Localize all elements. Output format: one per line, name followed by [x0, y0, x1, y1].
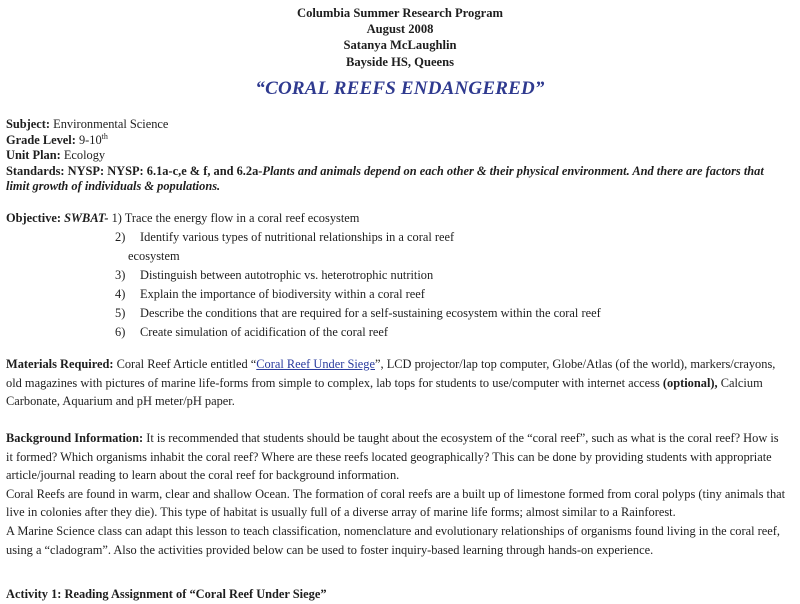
objective-section — [6, 209, 796, 342]
background-label: Background Information: — [6, 431, 144, 445]
coral-reef-article-link[interactable]: Coral Reef Under Siege — [256, 357, 375, 371]
materials-label: Materials Required: — [6, 357, 114, 371]
unit-value: Ecology — [60, 148, 106, 163]
materials-section: Materials Required: Coral Reef Article entitled “Coral Reef Under Siege”, LCD projector/lap top computer, Globe/Atlas (of the world), markers/crayons, old magazines with pictures of marine life-forms from simple to complex, lab tops for students to use/computer with internet access (optional), Calcium Carbonate, Aquarium and pH meter/pH paper. — [6, 357, 776, 409]
unit-line — [6, 148, 796, 164]
objective-item-3: 3) Distinguish between autotrophic vs. heterotrophic nutrition — [115, 268, 434, 282]
subject-value: Environmental Science — [50, 117, 169, 131]
grade-line — [6, 133, 796, 149]
author-name: Satanya McLaughlin — [343, 38, 457, 53]
standards-text-cont: limit growth of individuals & populations. — [6, 179, 221, 194]
unit-label: Unit Plan: — [6, 148, 61, 163]
background-section: Background Information: It is recommended that students should be taught about the ecosystem of the “coral reef”, such as what is the coral reef? How is it formed? Which organisms inhabit the coral reef? Where are these reefs located geographically? This can be done by providing students with appropriate article/journal reading to learn about the coral reef for background information. Coral Reefs are found in warm, clear and shallow Ocean. The formation of coral reefs are a built up of limestone formed from coral polyps (tiny animals that live in colonies after they die). This type of habitat is usually full of a diverse array of marine life forms; almost similar to a Rainforest. A Marine Science class can adapt this lesson to teach classification, nomenclature and evolutionary relationships of organisms found living in the coral reef, using a “cladogram”. Also the activities provided below can be used to foster inquiry-based learning through hands-on experience. — [6, 431, 786, 557]
subject-line — [6, 117, 796, 133]
subject-label: Subject: — [6, 117, 51, 131]
objective-item-1: Objective: SWBAT- 1) Trace the energy flow in a coral reef ecosystem — [6, 211, 360, 225]
objective-item-4: 4) Explain the importance of biodiversity within a coral reef — [115, 287, 425, 301]
objective-label: Objective: — [6, 211, 62, 225]
document-header — [0, 5, 800, 70]
program-name: Columbia Summer Research Program — [296, 6, 504, 20]
objective-item-6: 6) Create simulation of acidification of the coral reef — [115, 325, 389, 339]
objective-item-5: 5) Describe the conditions that are required for a self-sustaining ecosystem within the coral reef — [115, 306, 601, 320]
grade-value: 9-10 — [75, 132, 102, 147]
swbat-label: SWBAT- — [61, 211, 109, 225]
activity-1-heading: Activity 1: Reading Assignment of “Coral Reef Under Siege” — [6, 587, 327, 601]
standards-label: Standards: NYSP: NYSP: 6.1a-c,e & f, and 6.2a- — [6, 163, 263, 178]
objective-item-2: 2) Identify various types of nutritional relationships in a coral reef — [115, 230, 455, 244]
date: August 2008 — [366, 22, 434, 37]
standards-line — [6, 164, 796, 180]
objective-item-2-cont: ecosystem — [128, 249, 180, 263]
standards-text: Plants and animals depend on each other & their physical environment. And there are factors that — [262, 163, 764, 178]
school-name: Bayside HS, Queens — [345, 54, 455, 69]
standards-line-2 — [6, 179, 796, 195]
lesson-metadata — [6, 117, 796, 195]
grade-label: Grade Level: — [6, 132, 76, 147]
grade-superscript: th — [101, 131, 108, 141]
lesson-title: “CORAL REEFS ENDANGERED” — [255, 78, 545, 99]
